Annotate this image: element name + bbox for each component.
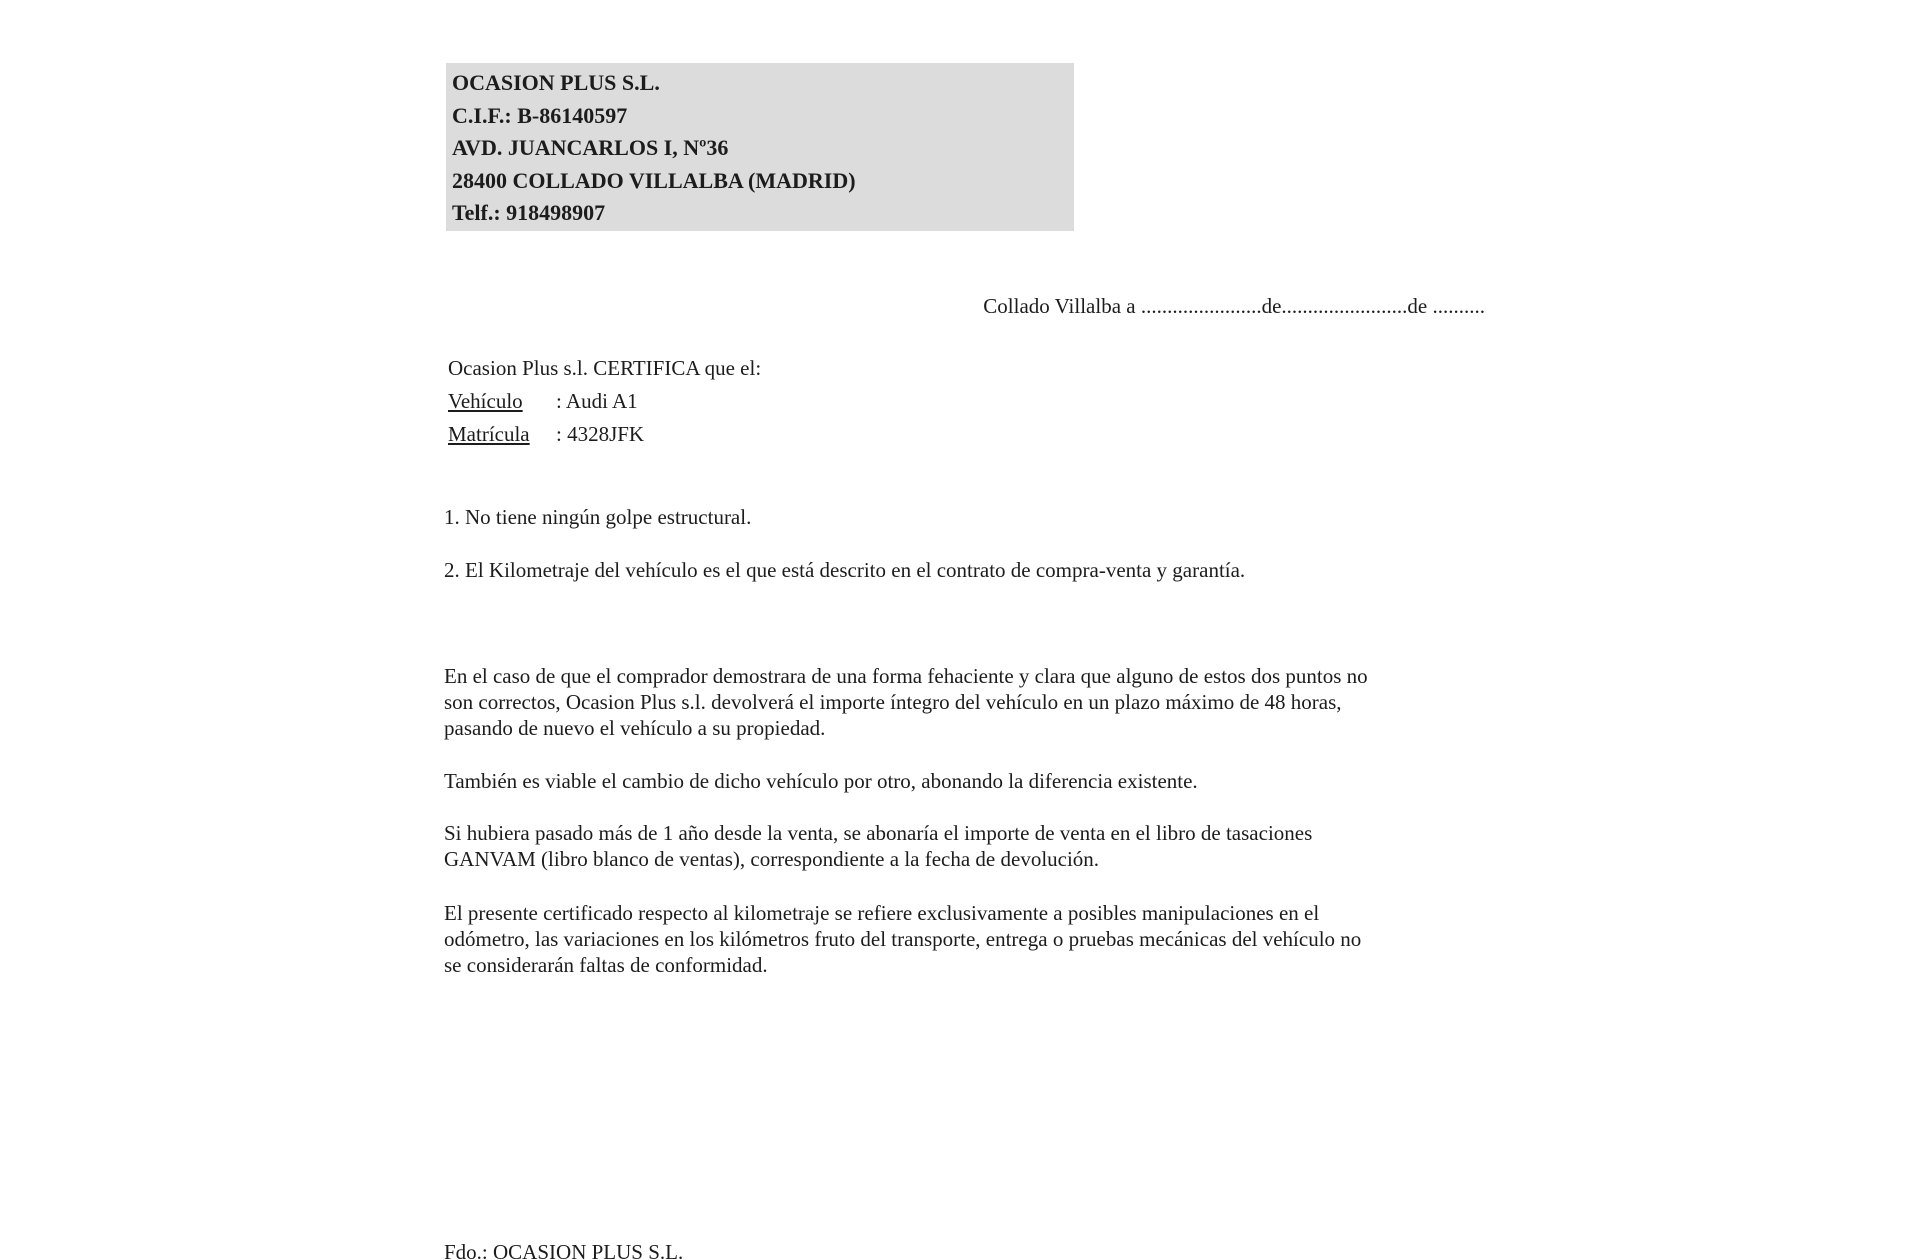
vehicle-row [448, 389, 638, 414]
plate-row [448, 422, 644, 447]
paragraph-line: se considerarán faltas de conformidad. [444, 953, 768, 977]
date-line: Collado Villalba a .......................de........................de .......... [983, 294, 1485, 318]
paragraph-line: son correctos, Ocasion Plus s.l. devolverá el importe íntegro del vehículo en un plazo máximo de 48 horas, [444, 690, 1342, 714]
paragraph-line: Si hubiera pasado más de 1 año desde la venta, se abonaría el importe de venta en el libro de tasaciones [444, 821, 1313, 845]
company-name: OCASION PLUS S.L. [452, 70, 660, 95]
paragraph-refund [444, 663, 1494, 741]
vehicle-value: : Audi A1 [556, 389, 638, 413]
paragraph-line: GANVAM (libro blanco de ventas), correspondiente a la fecha de devolución. [444, 847, 1100, 871]
signature-line: Fdo.: OCASION PLUS S.L. [444, 1240, 684, 1260]
company-phone: Telf.: 918498907 [452, 200, 606, 225]
paragraph-line: pasando de nuevo el vehículo a su propiedad. [444, 716, 826, 740]
company-header [446, 63, 1074, 231]
paragraph-line: odómetro, las variaciones en los kilómetros fruto del transporte, entrega o pruebas mecánicas del vehículo no [444, 927, 1362, 951]
paragraph-exchange [444, 768, 1494, 794]
point-item: 1. No tiene ningún golpe estructural. [444, 505, 752, 529]
paragraph-line: En el caso de que el comprador demostrara de una forma fehaciente y clara que alguno de estos dos puntos no [444, 664, 1368, 688]
company-city: 28400 COLLADO VILLALBA (MADRID) [452, 167, 856, 193]
point-item: 2. El Kilometraje del vehículo es el que está descrito en el contrato de compra-venta y garantía. [444, 558, 1246, 582]
paragraph-odometer [444, 900, 1494, 978]
vehicle-label: Vehículo [448, 389, 523, 413]
paragraph-line: El presente certificado respecto al kilometraje se refiere exclusivamente a posibles manipulaciones en el [444, 901, 1320, 925]
paragraph-line: También es viable el cambio de dicho vehículo por otro, abonando la diferencia existente. [444, 769, 1198, 793]
plate-label: Matrícula [448, 422, 530, 446]
certify-intro: Ocasion Plus s.l. CERTIFICA que el: [448, 356, 762, 380]
paragraph-ganvam [444, 820, 1494, 872]
plate-value: : 4328JFK [556, 422, 645, 446]
company-cif: C.I.F.: B-86140597 [452, 102, 628, 128]
company-address: AVD. JUANCARLOS I, Nº36 [452, 135, 729, 160]
